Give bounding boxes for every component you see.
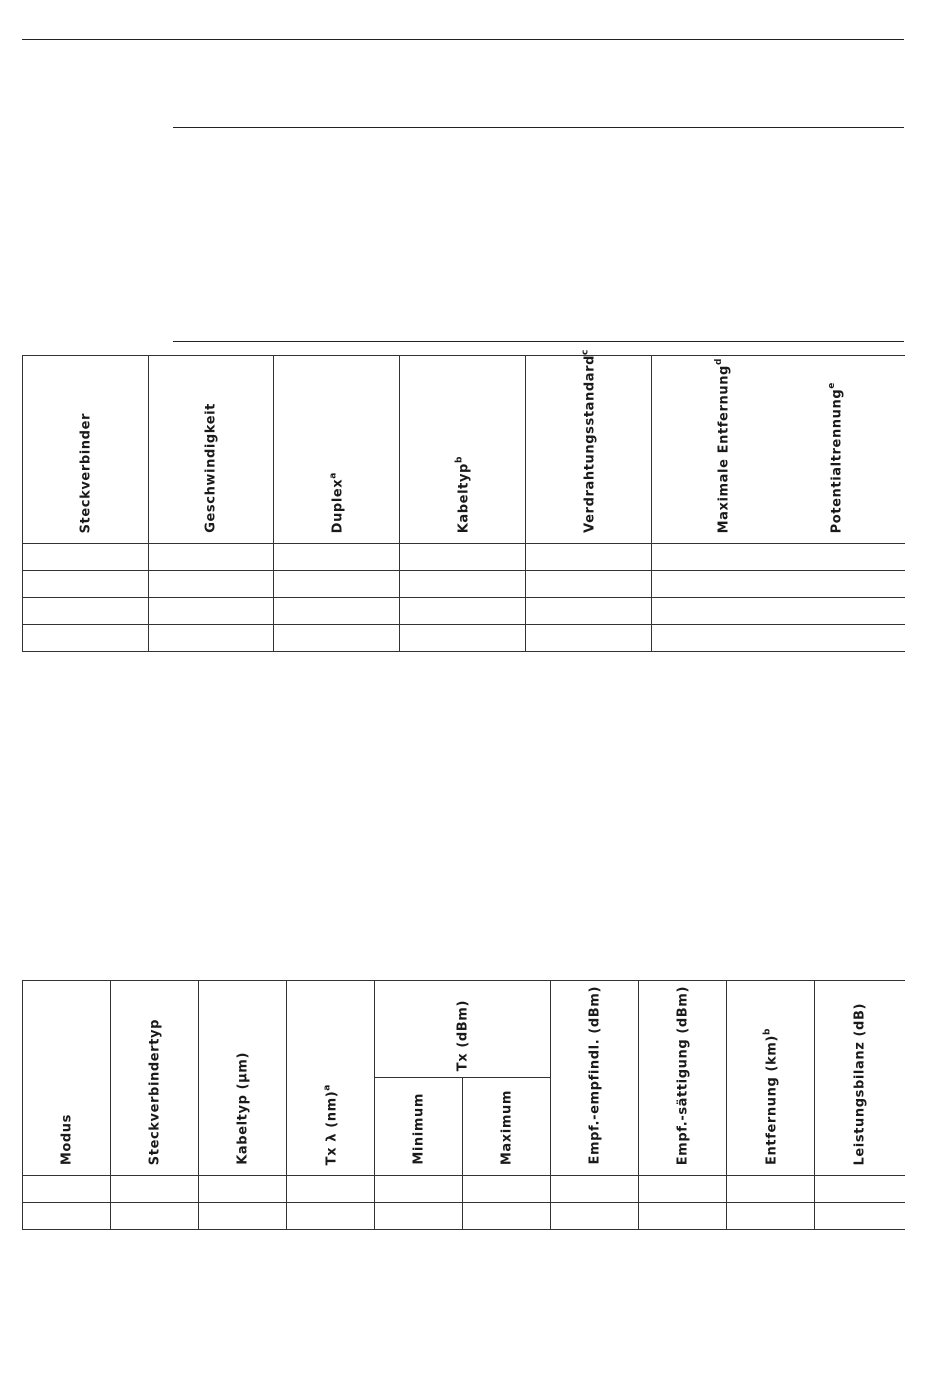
table-cell xyxy=(23,1203,111,1230)
table-cell xyxy=(375,1176,463,1203)
header-tx-lambda: Tx λ (nm)$^a$ xyxy=(321,1083,340,1165)
table-row xyxy=(23,1176,905,1203)
header-cell xyxy=(652,356,905,544)
footnote-marker: b xyxy=(761,1028,772,1036)
table-cell xyxy=(149,598,274,625)
header-tx-max: Maximum xyxy=(499,1089,514,1165)
table-cell xyxy=(463,1203,551,1230)
header-rx-saturation: Empf.-sättigung (dBm) xyxy=(675,985,690,1165)
table-cell xyxy=(274,598,400,625)
table-row xyxy=(23,598,905,625)
table-cell xyxy=(400,625,526,652)
table-row xyxy=(23,544,905,571)
header-distance: Entfernung (km)$^b$ xyxy=(761,1028,780,1165)
header-group-cell xyxy=(375,981,551,1078)
table-cell xyxy=(287,1203,375,1230)
table-cell xyxy=(23,571,149,598)
header-cable-type: Kabeltyp$^b$ xyxy=(453,455,472,533)
header-cell xyxy=(727,981,815,1176)
table-header-row xyxy=(23,356,905,544)
header-speed: Geschwindigkeit xyxy=(203,403,219,533)
header-cell xyxy=(149,356,274,544)
header-cell xyxy=(551,981,639,1176)
table-cell xyxy=(23,625,149,652)
header-cell xyxy=(287,981,375,1176)
header-rx-sensitivity: Empf.-empfindl. (dBm) xyxy=(587,986,602,1165)
table-cell xyxy=(400,598,526,625)
table-cell xyxy=(274,571,400,598)
table-cell xyxy=(23,544,149,571)
table-cell xyxy=(400,571,526,598)
footnote-marker: e xyxy=(827,381,838,389)
header-isolation: Potentialtrennung$^e$ xyxy=(827,381,845,533)
table-cell xyxy=(652,598,905,625)
caption-bottom-rule xyxy=(173,341,904,342)
table-cell xyxy=(23,1176,111,1203)
table-row xyxy=(23,1203,905,1230)
header-max-distance: Maximale Entfernung$^d$ xyxy=(714,357,732,533)
header-cell xyxy=(199,981,287,1176)
table-cell xyxy=(551,1203,639,1230)
caption-top-rule xyxy=(173,127,904,128)
table-cell xyxy=(652,625,905,652)
table-cell xyxy=(111,1176,199,1203)
table-cell xyxy=(199,1176,287,1203)
table-row xyxy=(23,625,905,652)
header-cell xyxy=(400,356,526,544)
header-cell xyxy=(463,1078,551,1176)
footnote-marker: a xyxy=(327,471,338,479)
table-cell xyxy=(526,571,652,598)
header-cell xyxy=(526,349,652,544)
table-cell xyxy=(526,598,652,625)
header-duplex: Duplex$^a$ xyxy=(327,471,346,533)
table-cell xyxy=(526,544,652,571)
table-cell xyxy=(111,1203,199,1230)
table-cell xyxy=(652,571,905,598)
header-cell xyxy=(639,981,727,1176)
table-cell xyxy=(727,1176,815,1203)
table-cell xyxy=(199,1203,287,1230)
footnote-marker: b xyxy=(453,455,464,463)
header-power-budget: Leistungsbilanz (dB) xyxy=(852,1002,868,1165)
table-row xyxy=(23,571,905,598)
footnote-marker: d xyxy=(714,357,724,365)
footnote-marker: a xyxy=(321,1083,332,1091)
table-cell xyxy=(652,544,905,571)
table-cell xyxy=(23,598,149,625)
header-cable-type: Kabeltyp (µm) xyxy=(235,1052,250,1165)
header-cell xyxy=(375,1078,463,1176)
table-cell xyxy=(274,544,400,571)
table-cell xyxy=(149,544,274,571)
header-cell xyxy=(23,981,111,1176)
header-connector: Steckverbinder xyxy=(78,412,93,533)
table-cell xyxy=(815,1176,905,1203)
header-wiring-standard: Verdrahtungsstandard$^c$ xyxy=(579,349,598,533)
header-tx-dbm: Tx (dBm) xyxy=(455,999,470,1071)
header-cell xyxy=(274,356,400,544)
table-cell xyxy=(815,1203,905,1230)
table-cell xyxy=(287,1176,375,1203)
table-cell xyxy=(551,1176,639,1203)
connector-spec-table xyxy=(22,349,905,652)
table-cell xyxy=(639,1203,727,1230)
footnote-marker: c xyxy=(579,349,590,356)
table-cell xyxy=(463,1176,551,1203)
table-cell xyxy=(526,625,652,652)
header-cell xyxy=(815,981,905,1176)
table-cell xyxy=(149,571,274,598)
table-cell xyxy=(400,544,526,571)
table-cell xyxy=(639,1176,727,1203)
table-cell xyxy=(375,1203,463,1230)
table-cell xyxy=(727,1203,815,1230)
optical-spec-table xyxy=(22,980,905,1230)
page-top-rule xyxy=(22,39,904,40)
header-mode: Modus xyxy=(59,1113,74,1165)
table-cell xyxy=(274,625,400,652)
table-cell xyxy=(149,625,274,652)
header-tx-min: Minimum xyxy=(411,1093,426,1165)
table-header-row xyxy=(23,981,905,1078)
header-cell xyxy=(23,356,149,544)
header-connector-type: Steckverbindertyp xyxy=(147,1018,162,1165)
header-cell xyxy=(111,981,199,1176)
